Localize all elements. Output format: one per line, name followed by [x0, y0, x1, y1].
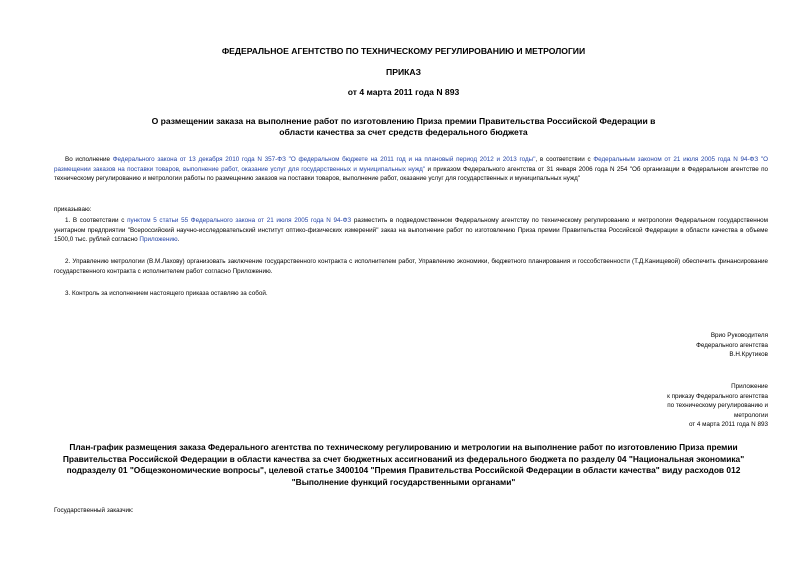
- order-item-1: [54, 216, 768, 245]
- appendix-ref-line-3: по техническому регулированию и: [667, 402, 768, 410]
- doc-type: ПРИКАЗ: [386, 67, 421, 77]
- article-55-link[interactable]: пунктом 5 статьи 55 Федерального закона от 21 июля 2005 года N 94-ФЗ: [127, 217, 352, 224]
- appendix-ref-line-1: Приложение: [731, 383, 768, 390]
- intro-text-1: Во исполнение: [65, 156, 113, 163]
- item1-text-1: 1. В соответствии с: [65, 217, 128, 224]
- plan-title-line-3: подразделу 01 "Общеэкономические вопросы", целевой статье 3400104 "Премия Правительства Российской Федерации в области качества" виду расходов 012: [66, 465, 741, 475]
- federal-law-94-link[interactable]: Федеральным законом от 21 июля 2005 года N 94-ФЗ "О размещении заказов на поставки товаров, выполнение работ, оказание услуг для государственных и муниципальных нужд": [54, 156, 769, 173]
- appendix-ref-line-4: метрологии: [734, 411, 768, 419]
- appendix-link[interactable]: Приложению: [139, 236, 178, 244]
- signature-block: [628, 331, 768, 360]
- plan-schedule-title: [0, 442, 807, 488]
- order-word: приказываю:: [54, 206, 92, 213]
- item1-text-3: .: [177, 236, 180, 244]
- intro-text-3: и приказом Федерального агентства от 31 января 2006 года N 254 "Об организации в Федеральном агентстве по техническому регулированию и метрологии работы по размещению заказов на поставки товаров, выполнение работ, оказание услуг для государственных и муниципальных нужд": [54, 165, 768, 183]
- signature-position: Врио Руководителя: [710, 332, 768, 339]
- plan-title-line-1: План-график размещения заказа Федерального агентства по техническому регулированию и метрологии на выполнение работ по изготовлению Приза премии: [69, 442, 738, 452]
- agency-name: ФЕДЕРАЛЬНОЕ АГЕНТСТВО ПО ТЕХНИЧЕСКОМУ РЕГУЛИРОВАНИЮ И МЕТРОЛОГИИ: [221, 46, 586, 56]
- federal-law-357-link[interactable]: Федерального закона от 13 декабря 2010 года N 357-ФЗ "О федеральном бюджете на 2011 год и на плановый период 2012 и 2013 годы": [112, 156, 536, 163]
- item1-text-2: разместить в подведомственном Федеральному агентству по техническому регулированию и метрологии Федеральном государственном унитарном предприятии "Всероссийский научно-исследовательский институт оптико-физических измерений" заказ на выполнение работ по изготовлению Приза премии Правительства Российской Федерации в области качества в объеме 1500,0 тыс. рублей согласно: [54, 217, 768, 244]
- appendix-reference: [628, 382, 768, 430]
- doc-date-number: от 4 марта 2011 года N 893: [347, 87, 460, 97]
- plan-title-line-4: "Выполнение функций государственными органами": [291, 476, 516, 487]
- order-item-3: 3. Контроль за исполнением настоящего приказа оставляю за собой.: [65, 290, 268, 297]
- intro-text-2: , в соответствии с: [535, 156, 594, 163]
- signature-agency: Федерального агентства: [696, 341, 768, 349]
- doc-title: О размещении заказа на выполнение работ по изготовлению Приза премии Правительства Российской Федерации в области качества за счет средств федерального бюджета: [151, 116, 656, 137]
- signature-name: В.Н.Крутиков: [729, 351, 768, 359]
- plan-title-line-2: Правительства Российской Федерации в области качества за счет бюджетных ассигнований из федерального бюджета по разделу 04 "Национальная экономика": [62, 453, 745, 464]
- order-item-2: 2. Управлению метрологии (В.М.Лахову) организовать заключение государственного контракта с исполнителем работ, Управлению экономики, бюджетного планирования и госсобственности (Т.Д.Канищевой) обеспечить финансирование государственного контракта с исполнителем работ согласно Приложению.: [54, 258, 768, 275]
- intro-paragraph: [54, 155, 768, 184]
- appendix-ref-line-5: от 4 марта 2011 года N 893: [688, 421, 768, 429]
- state-customer-label: Государственный заказчик:: [54, 507, 134, 514]
- appendix-ref-line-2: к приказу Федерального агентства: [667, 392, 768, 400]
